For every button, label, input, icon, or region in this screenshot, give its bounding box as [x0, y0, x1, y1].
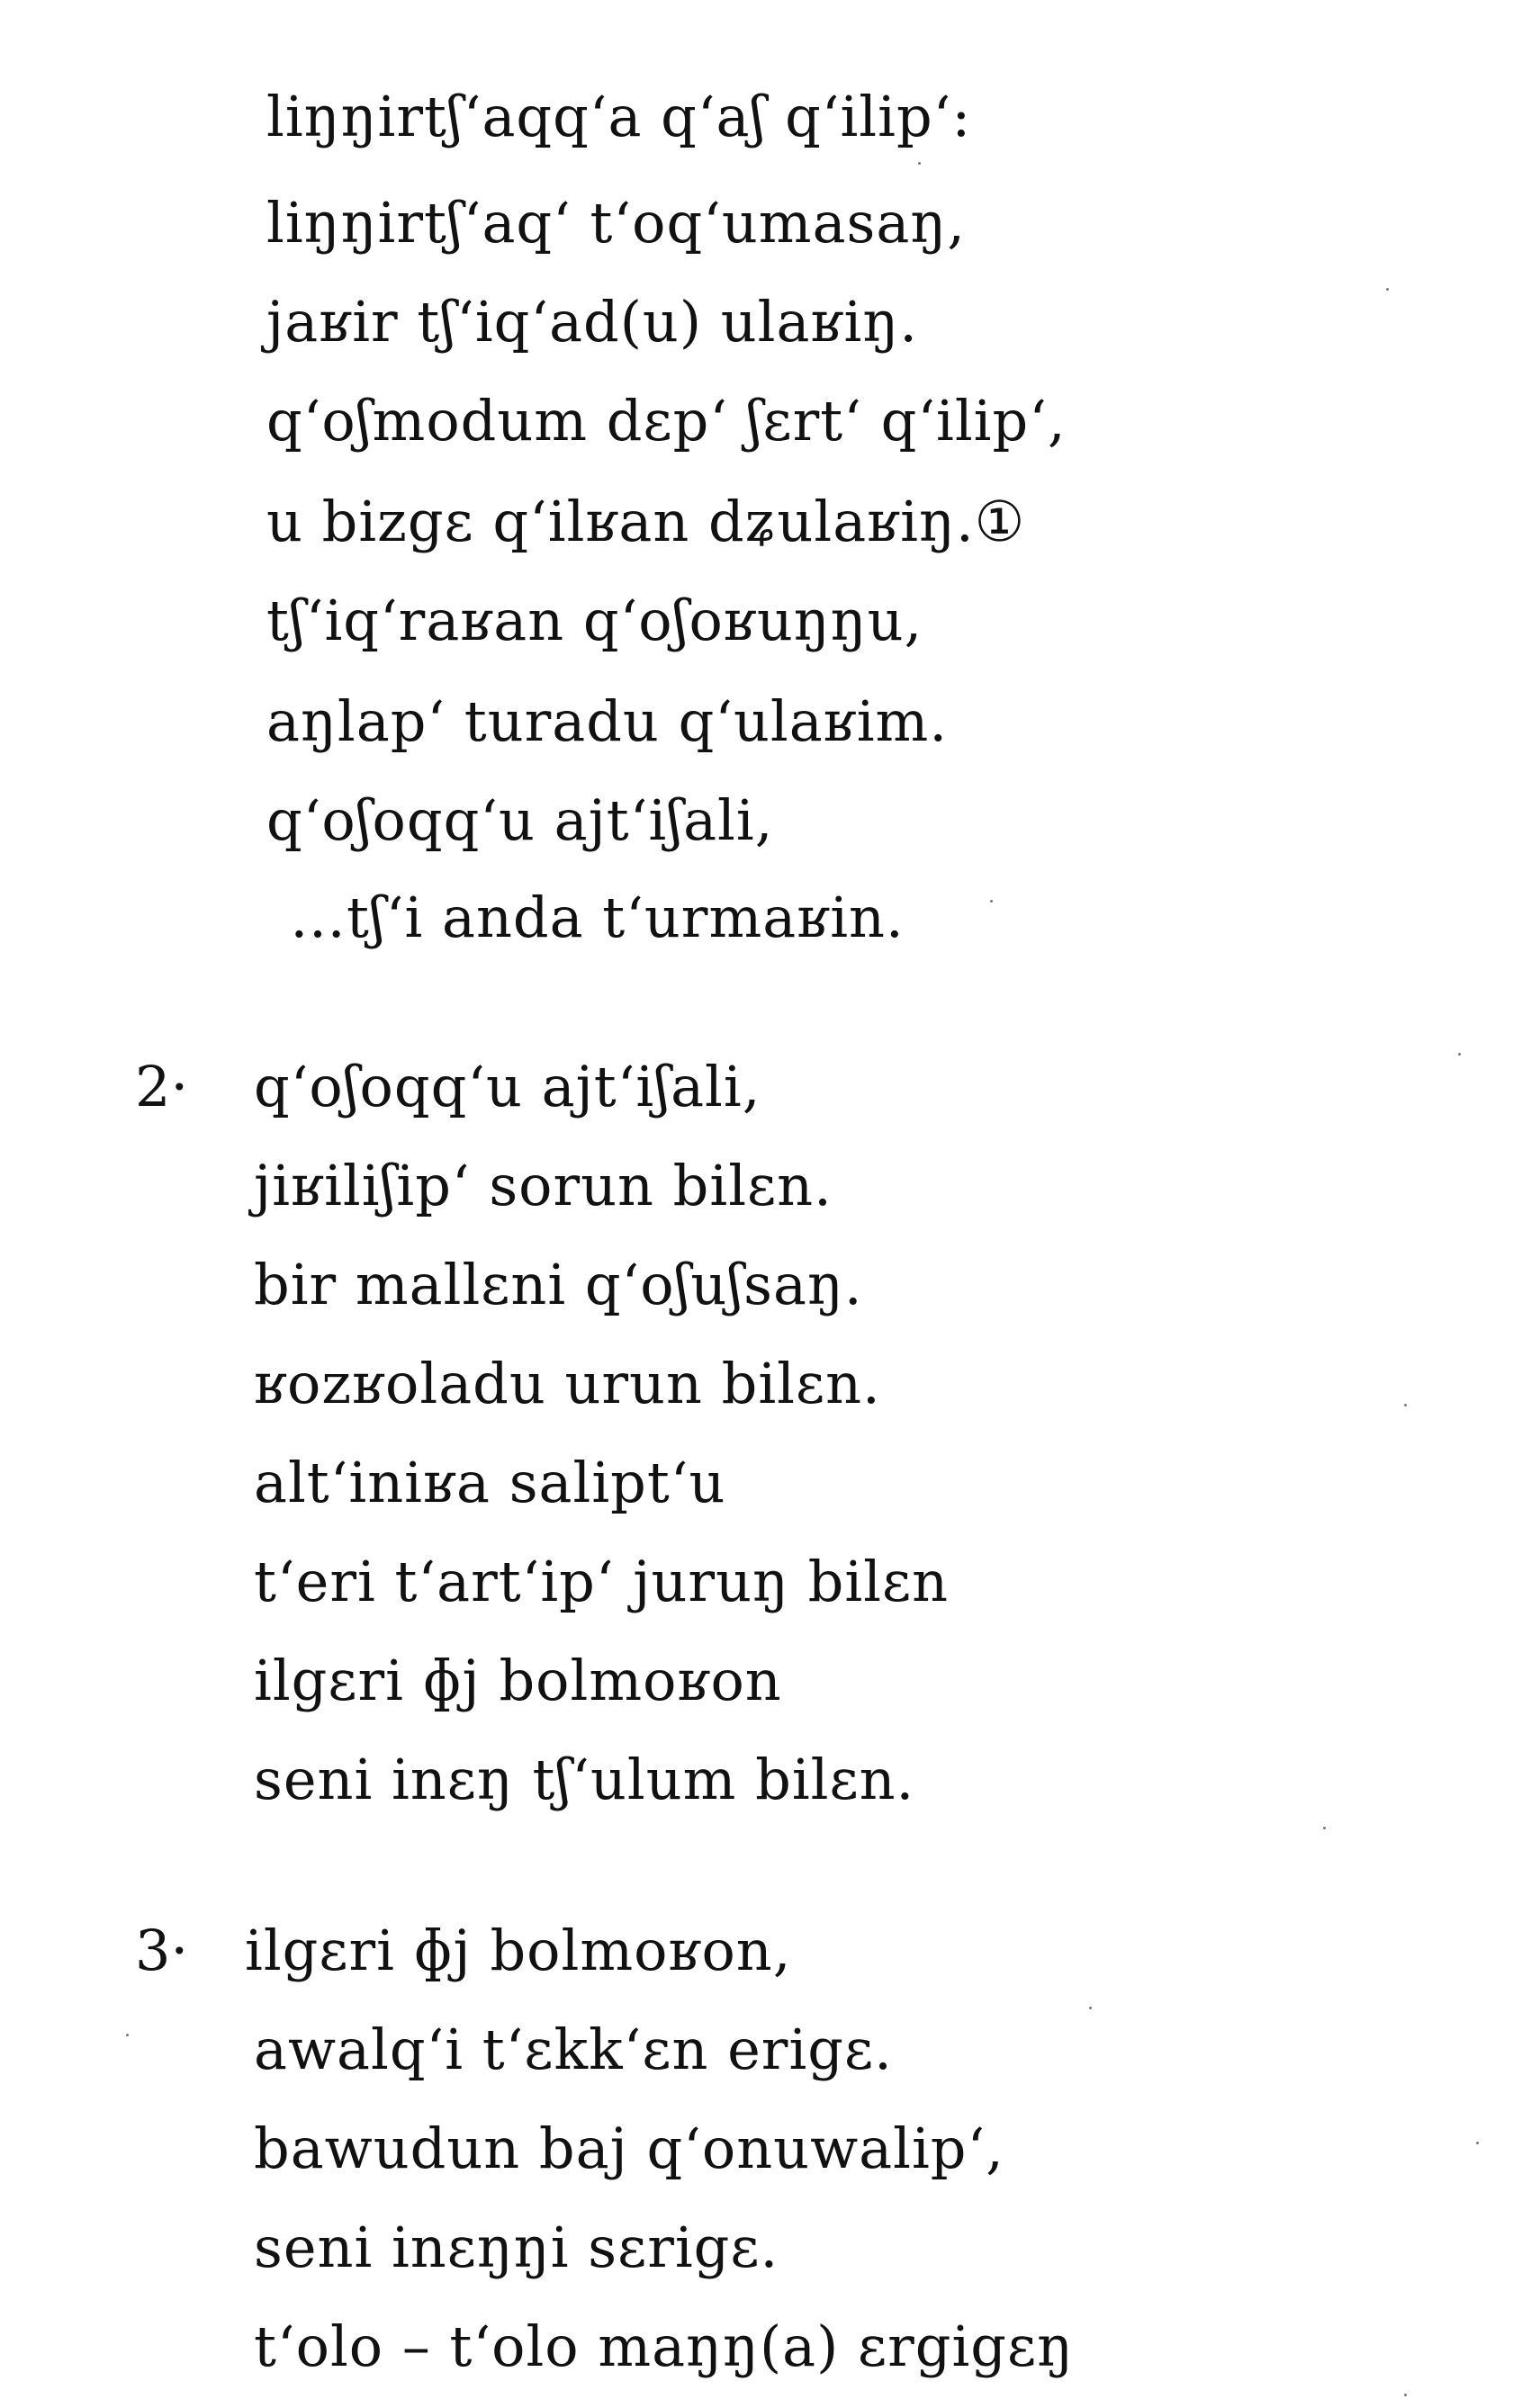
verse-line: ilgɛri ɸj bolmoʁon	[254, 1648, 782, 1713]
verse-line: aŋlapʻ turadu qʻulaʁim.	[266, 688, 949, 754]
verse-line: altʻiniʁa saliptʻu	[254, 1450, 726, 1515]
verse-line: jiʁiliʃipʻ sorun bilɛn.	[254, 1153, 833, 1218]
verse-line: tʻolo – tʻolo maŋŋ(a) ɛrgigɛŋ	[254, 2314, 1075, 2379]
scan-speck	[1404, 2394, 1407, 2396]
stanza-number: 3·	[135, 1918, 189, 1983]
verse-line: qʻoʃoqqʻu ajtʻiʃali,	[266, 787, 774, 853]
verse-line: qʻoʃoqqʻu ajtʻiʃali,	[254, 1054, 761, 1119]
scan-speck	[1458, 1053, 1461, 1056]
scan-speck	[1323, 1827, 1326, 1829]
scan-speck	[990, 900, 993, 903]
verse-line: ʁozʁoladu urun bilɛn.	[254, 1351, 881, 1416]
verse-line: ilgɛri ɸj bolmoʁon,	[245, 1918, 792, 1983]
verse-line: liŋŋirtʃʻaqqʻa qʻaʃ qʻilipʻ:	[266, 84, 972, 149]
verse-line: u bizgɛ qʻilʁan dʑulaʁiŋ.①	[266, 489, 1026, 554]
verse-line: liŋŋirtʃʻaqʻ tʻoqʻumasaŋ,	[266, 190, 966, 256]
scan-speck	[1476, 2142, 1479, 2144]
verse-line: bawudun baj qʻonuwalipʻ,	[254, 2116, 1004, 2181]
verse-line: tʻeri tʻartʻipʻ juruŋ bilɛn	[254, 1549, 950, 1614]
verse-line: awalqʻi tʻɛkkʻɛn erigɛ.	[254, 2017, 893, 2082]
verse-line: seni inɛŋ tʃʻulum bilɛn.	[254, 1747, 915, 1812]
scan-speck	[1089, 2007, 1092, 2009]
verse-line: …tʃʻi anda tʻurmaʁin.	[290, 885, 905, 950]
verse-line: seni inɛŋŋi sɛrigɛ.	[254, 2215, 779, 2280]
scan-speck	[918, 162, 921, 165]
verse-line: tʃʻiqʻraʁan qʻoʃoʁuŋŋu,	[266, 588, 923, 653]
scan-speck	[126, 2034, 129, 2036]
scan-speck	[1386, 288, 1389, 291]
verse-line: qʻoʃmodum dɛpʻ ʃɛrtʻ qʻilipʻ,	[266, 388, 1067, 454]
scan-speck	[1404, 1404, 1407, 1406]
verse-line: bir mallɛni qʻoʃuʃsaŋ.	[254, 1252, 863, 1317]
verse-line: jaʁir tʃʻiqʻad(u) ulaʁiŋ.	[266, 289, 918, 355]
stanza-number: 2·	[135, 1054, 189, 1119]
